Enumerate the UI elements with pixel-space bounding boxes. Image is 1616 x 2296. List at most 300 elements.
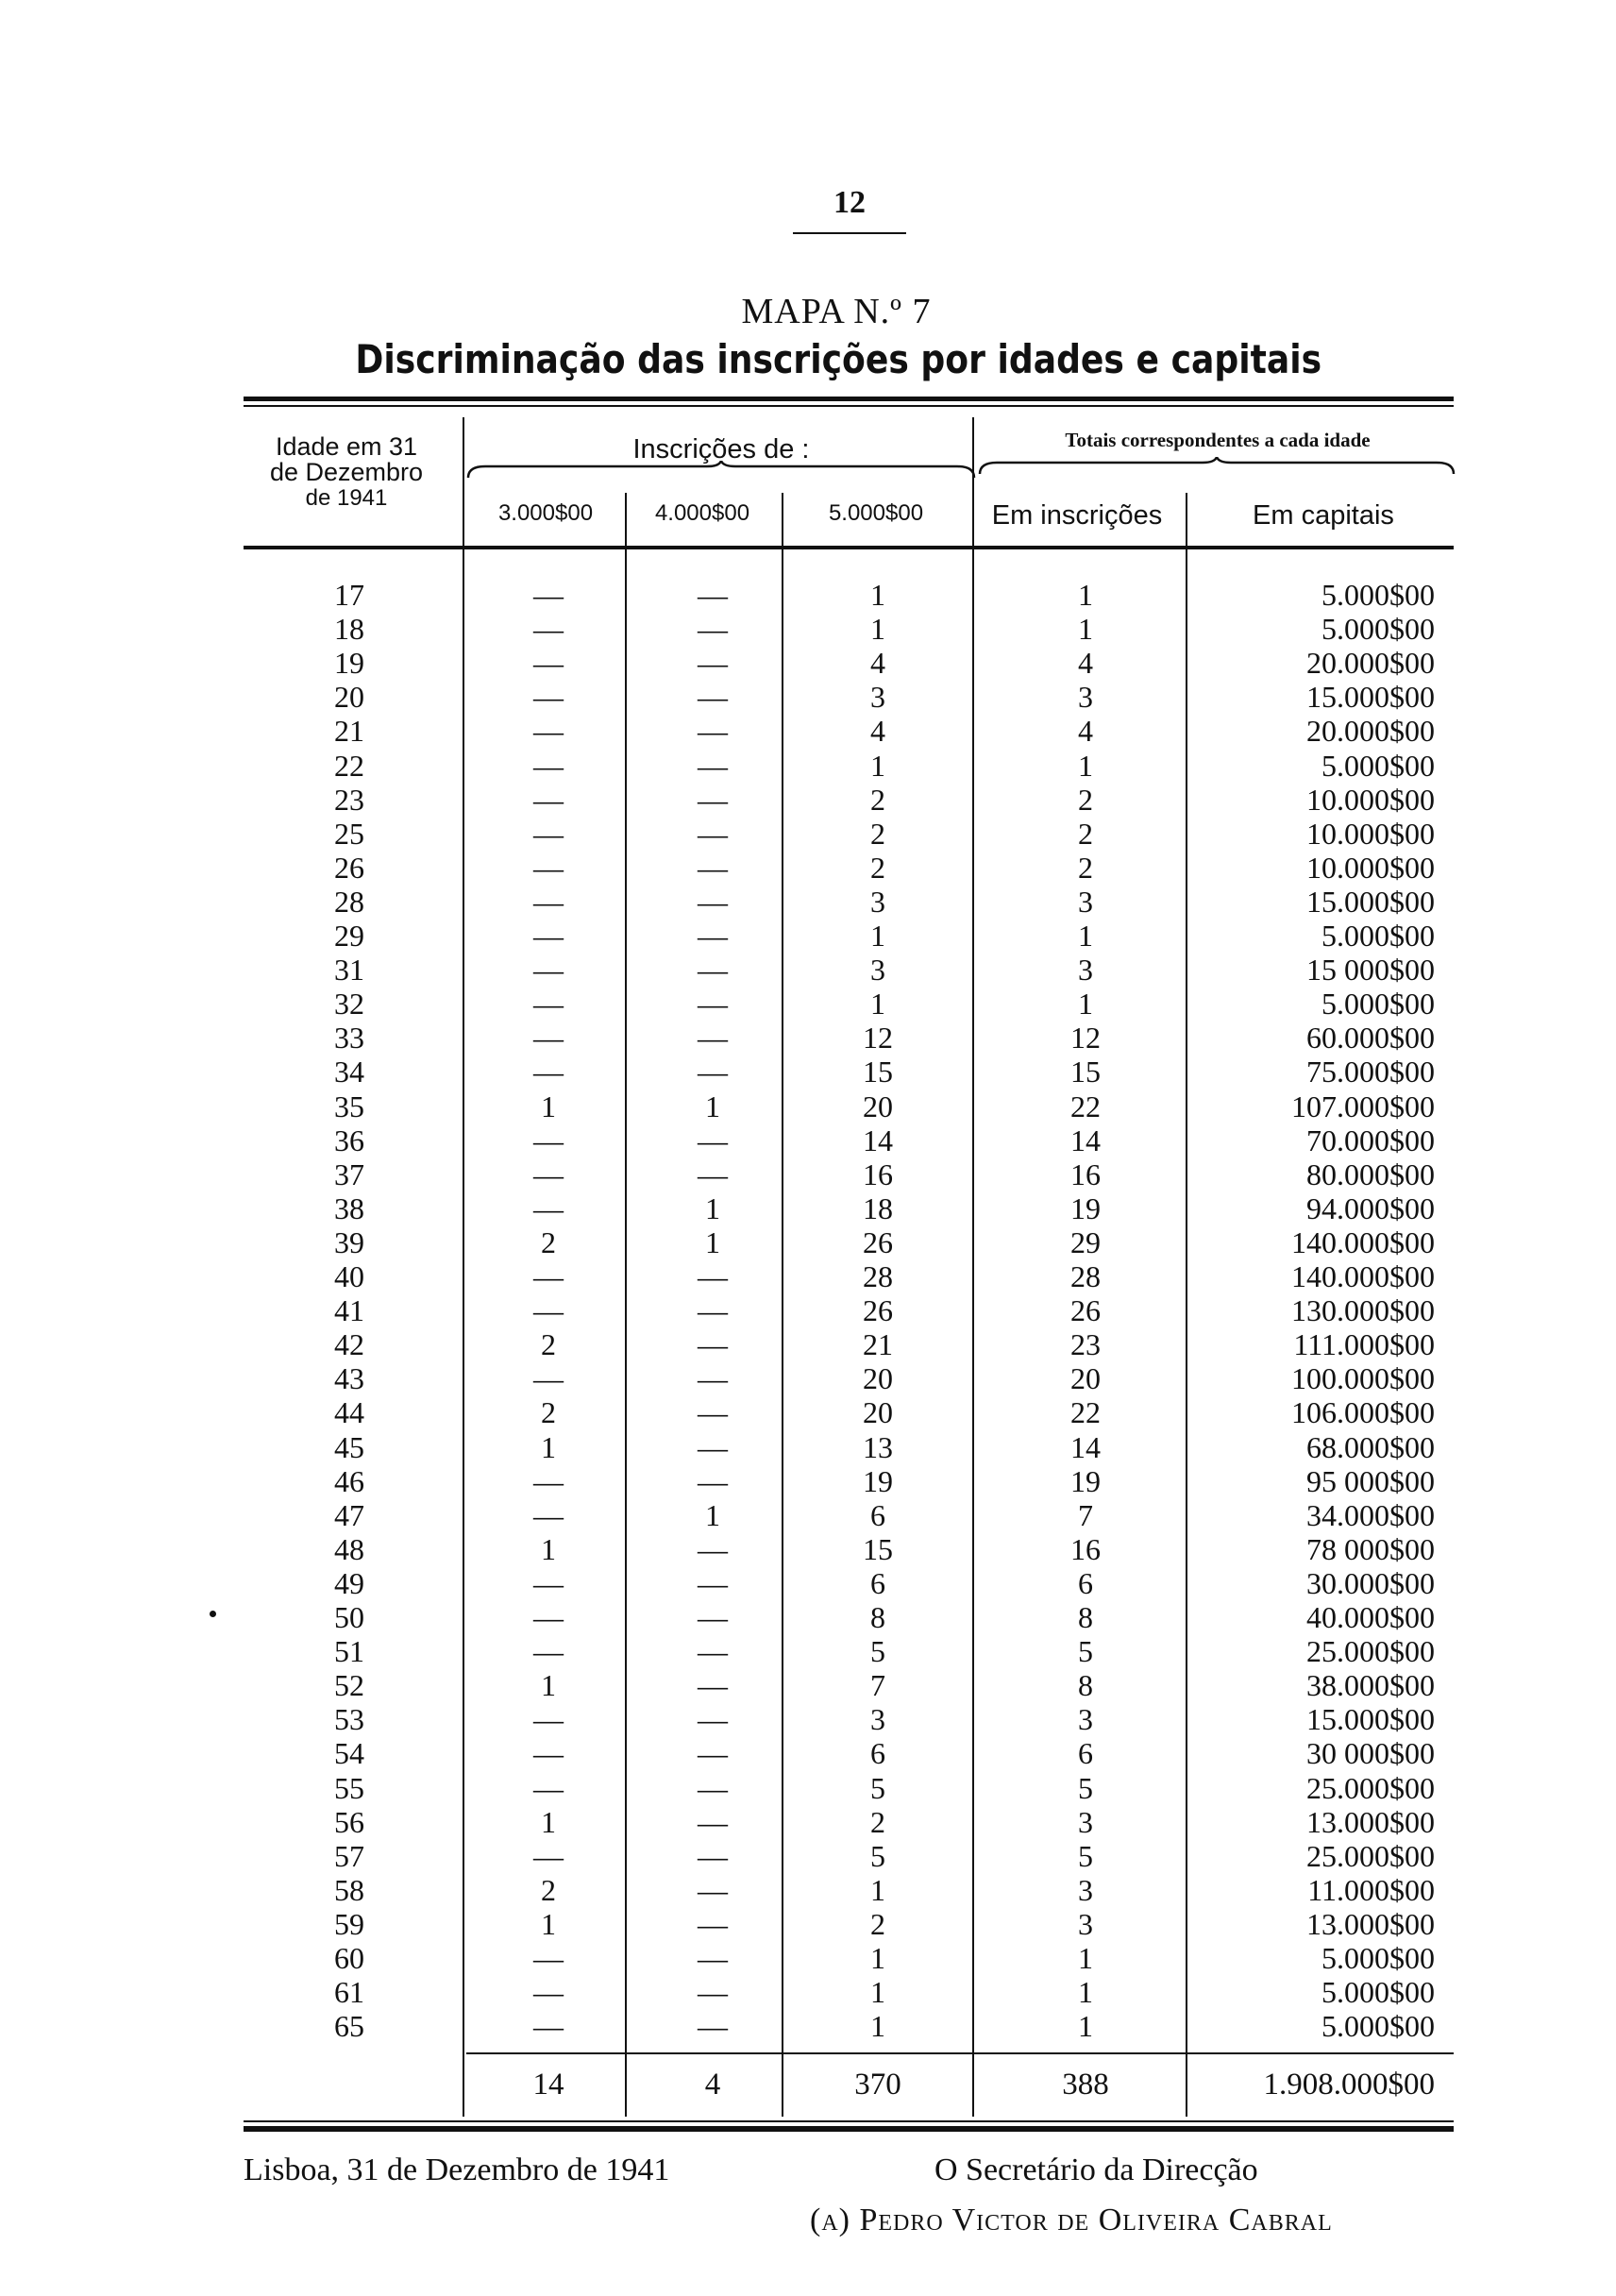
age-cell: 29 bbox=[334, 919, 364, 953]
total-inscricoes-cell: 5 bbox=[1078, 1838, 1093, 1873]
header-age-line-1: Idade em 31 bbox=[275, 432, 418, 461]
count-3000-cell: 1 bbox=[541, 1906, 556, 1941]
count-5000-cell: 1 bbox=[870, 2009, 885, 2044]
total-inscricoes-cell: 1 bbox=[1078, 919, 1093, 953]
age-cell: 53 bbox=[334, 1702, 364, 1737]
age-cell: 28 bbox=[334, 884, 364, 919]
total-inscricoes-cell: 4 bbox=[1078, 714, 1093, 749]
table-row bbox=[0, 1191, 1616, 1225]
header-age bbox=[244, 434, 449, 511]
total-inscricoes-cell: 16 bbox=[1070, 1531, 1101, 1566]
count-3000-cell: — bbox=[533, 1975, 564, 2010]
total-capital-cell: 20.000$00 bbox=[1306, 714, 1435, 749]
age-cell: 41 bbox=[334, 1293, 364, 1328]
table-row bbox=[0, 953, 1616, 987]
total-capital-cell: 11.000$00 bbox=[1307, 1872, 1435, 1907]
count-5000-cell: 4 bbox=[870, 714, 885, 749]
table-row bbox=[0, 1395, 1616, 1429]
total-inscricoes-cell: 6 bbox=[1078, 1565, 1093, 1600]
age-cell: 47 bbox=[334, 1497, 364, 1532]
brace-inscricoes bbox=[466, 461, 976, 480]
count-3000-cell: — bbox=[533, 1055, 564, 1089]
age-cell: 57 bbox=[334, 1838, 364, 1873]
total-capital-cell: 15.000$00 bbox=[1306, 680, 1435, 715]
count-5000-cell: 2 bbox=[870, 782, 885, 817]
total-capital-cell: 15.000$00 bbox=[1306, 884, 1435, 919]
total-capital-cell: 10.000$00 bbox=[1306, 782, 1435, 817]
total-inscricoes-cell: 14 bbox=[1070, 1429, 1101, 1464]
count-3000-cell: — bbox=[533, 1361, 564, 1396]
total-capital-cell: 10.000$00 bbox=[1306, 816, 1435, 851]
count-4000-cell: — bbox=[698, 1770, 728, 1805]
age-cell: 40 bbox=[334, 1259, 364, 1293]
bottom-rule-thin bbox=[244, 2120, 1454, 2122]
count-5000-cell: 5 bbox=[870, 1838, 885, 1873]
count-5000-cell: 19 bbox=[863, 1463, 893, 1498]
count-3000-cell: — bbox=[533, 1259, 564, 1293]
count-4000-cell: — bbox=[698, 1429, 728, 1464]
count-4000-cell: — bbox=[698, 1463, 728, 1498]
count-4000-cell: — bbox=[698, 1736, 728, 1771]
total-inscricoes-cell: 8 bbox=[1078, 1668, 1093, 1703]
count-5000-cell: 4 bbox=[870, 646, 885, 681]
count-3000-cell: — bbox=[533, 1838, 564, 1873]
table-row bbox=[0, 1498, 1616, 1532]
age-cell: 20 bbox=[334, 680, 364, 715]
bottom-rule-thick bbox=[244, 2126, 1454, 2132]
count-4000-cell: — bbox=[698, 884, 728, 919]
total-inscricoes-cell: 3 bbox=[1078, 1872, 1093, 1907]
table-row bbox=[0, 1225, 1616, 1259]
count-3000-cell: 1 bbox=[541, 1804, 556, 1839]
count-3000-cell: 2 bbox=[541, 1872, 556, 1907]
total-inscricoes-cell: 7 bbox=[1078, 1497, 1093, 1532]
total-capital-cell: 95 000$00 bbox=[1306, 1463, 1435, 1498]
header-col-3000: 3.000$00 bbox=[497, 500, 594, 526]
table-row bbox=[0, 1702, 1616, 1736]
count-3000-cell: 1 bbox=[541, 1668, 556, 1703]
table-row bbox=[0, 987, 1616, 1021]
total-capital-cell: 68.000$00 bbox=[1306, 1429, 1435, 1464]
age-cell: 50 bbox=[334, 1600, 364, 1634]
count-5000-cell: 5 bbox=[870, 1770, 885, 1805]
count-3000-cell: — bbox=[533, 1600, 564, 1634]
table-row bbox=[0, 646, 1616, 680]
header-em-capitais: Em capitais bbox=[1253, 500, 1394, 531]
total-capital-cell: 15 000$00 bbox=[1306, 953, 1435, 988]
total-inscricoes-cell: 3 bbox=[1078, 1804, 1093, 1839]
table-row bbox=[0, 817, 1616, 851]
total-inscricoes-cell: 3 bbox=[1078, 1906, 1093, 1941]
total-inscricoes-cell: 20 bbox=[1070, 1361, 1101, 1396]
total-capital-cell: 5.000$00 bbox=[1321, 748, 1435, 783]
table-row bbox=[0, 1941, 1616, 1975]
count-4000-cell: — bbox=[698, 1531, 728, 1566]
total-inscricoes-cell: 5 bbox=[1078, 1770, 1093, 1805]
total-inscricoes-cell: 2 bbox=[1078, 850, 1093, 885]
table-row bbox=[0, 612, 1616, 646]
count-5000-cell: 20 bbox=[863, 1361, 893, 1396]
total-capital-cell: 25.000$00 bbox=[1306, 1634, 1435, 1669]
count-5000-cell: 26 bbox=[863, 1224, 893, 1259]
table-row bbox=[0, 1259, 1616, 1293]
total-inscricoes-cell: 1 bbox=[1078, 1975, 1093, 2010]
count-4000-cell: — bbox=[698, 1156, 728, 1191]
header-inscricoes: Inscrições de : bbox=[632, 434, 810, 464]
count-3000-cell: — bbox=[533, 1190, 564, 1225]
page-title: Discriminação das inscrições por idades e capitais bbox=[355, 336, 1322, 382]
age-cell: 45 bbox=[334, 1429, 364, 1464]
count-5000-cell: 2 bbox=[870, 816, 885, 851]
table-row bbox=[0, 1021, 1616, 1055]
count-3000-cell: — bbox=[533, 1497, 564, 1532]
count-5000-cell: 1 bbox=[870, 1872, 885, 1907]
count-4000-cell: — bbox=[698, 919, 728, 953]
total-3000: 14 bbox=[532, 2068, 564, 2102]
total-inscricoes-cell: 1 bbox=[1078, 987, 1093, 1021]
total-capital-cell: 5.000$00 bbox=[1321, 919, 1435, 953]
count-5000-cell: 16 bbox=[863, 1156, 893, 1191]
count-5000-cell: 15 bbox=[863, 1055, 893, 1089]
total-inscricoes: 388 bbox=[1062, 2068, 1109, 2102]
table-row bbox=[0, 2009, 1616, 2043]
count-4000-cell: — bbox=[698, 1293, 728, 1328]
total-inscricoes-cell: 12 bbox=[1070, 1021, 1101, 1055]
sum-rule bbox=[466, 2052, 1454, 2054]
table-row bbox=[0, 919, 1616, 953]
count-4000-cell: — bbox=[698, 1906, 728, 1941]
count-3000-cell: — bbox=[533, 919, 564, 953]
total-capital-cell: 107.000$00 bbox=[1291, 1089, 1435, 1123]
count-3000-cell: — bbox=[533, 2009, 564, 2044]
total-capital-cell: 20.000$00 bbox=[1306, 646, 1435, 681]
count-3000-cell: — bbox=[533, 850, 564, 885]
count-4000-cell: — bbox=[698, 987, 728, 1021]
table-row bbox=[0, 1600, 1616, 1634]
total-inscricoes-cell: 19 bbox=[1070, 1190, 1101, 1225]
table-row bbox=[0, 1873, 1616, 1907]
count-5000-cell: 6 bbox=[870, 1497, 885, 1532]
count-3000-cell: — bbox=[533, 1156, 564, 1191]
top-rule-thick bbox=[244, 397, 1454, 401]
count-5000-cell: 2 bbox=[870, 1804, 885, 1839]
total-inscricoes-cell: 1 bbox=[1078, 1941, 1093, 1975]
count-5000-cell: 28 bbox=[863, 1259, 893, 1293]
total-capital-cell: 80.000$00 bbox=[1306, 1156, 1435, 1191]
total-inscricoes-cell: 1 bbox=[1078, 578, 1093, 612]
total-inscricoes-cell: 16 bbox=[1070, 1156, 1101, 1191]
total-capital-cell: 25.000$00 bbox=[1306, 1770, 1435, 1805]
count-5000-cell: 3 bbox=[870, 884, 885, 919]
count-3000-cell: — bbox=[533, 1565, 564, 1600]
age-cell: 26 bbox=[334, 850, 364, 885]
total-capital-cell: 5.000$00 bbox=[1321, 987, 1435, 1021]
table-row bbox=[0, 749, 1616, 783]
header-totals-group: Totais correspondentes a cada idade bbox=[1065, 429, 1371, 451]
table-row bbox=[0, 1771, 1616, 1805]
total-capital-cell: 15.000$00 bbox=[1306, 1702, 1435, 1737]
count-5000-cell: 1 bbox=[870, 1975, 885, 2010]
age-cell: 54 bbox=[334, 1736, 364, 1771]
total-inscricoes-cell: 22 bbox=[1070, 1395, 1101, 1430]
age-cell: 39 bbox=[334, 1224, 364, 1259]
total-capitais: 1.908.000$00 bbox=[1263, 2068, 1435, 2102]
age-cell: 32 bbox=[334, 987, 364, 1021]
count-3000-cell: — bbox=[533, 1463, 564, 1498]
count-3000-cell: — bbox=[533, 953, 564, 988]
age-cell: 43 bbox=[334, 1361, 364, 1396]
count-4000-cell: — bbox=[698, 850, 728, 885]
total-inscricoes-cell: 1 bbox=[1078, 2009, 1093, 2044]
total-capital-cell: 10.000$00 bbox=[1306, 850, 1435, 885]
table-row bbox=[0, 885, 1616, 919]
age-cell: 25 bbox=[334, 816, 364, 851]
header-col-5000: 5.000$00 bbox=[828, 500, 924, 526]
table-row bbox=[0, 714, 1616, 748]
count-4000-cell: — bbox=[698, 1941, 728, 1975]
total-capital-cell: 5.000$00 bbox=[1321, 578, 1435, 612]
footer-signature: (a) Pedro Victor de Oliveira Cabral bbox=[810, 2203, 1333, 2237]
page-number: 12 bbox=[833, 185, 866, 220]
count-3000-cell: — bbox=[533, 782, 564, 817]
total-inscricoes-cell: 29 bbox=[1070, 1224, 1101, 1259]
count-4000-cell: — bbox=[698, 1021, 728, 1055]
count-4000-cell: — bbox=[698, 1055, 728, 1089]
table-row bbox=[0, 578, 1616, 612]
total-capital-cell: 30.000$00 bbox=[1306, 1565, 1435, 1600]
age-cell: 56 bbox=[334, 1804, 364, 1839]
total-inscricoes-cell: 8 bbox=[1078, 1600, 1093, 1634]
count-3000-cell: — bbox=[533, 1123, 564, 1157]
count-5000-cell: 12 bbox=[863, 1021, 893, 1055]
table-row bbox=[0, 1089, 1616, 1123]
table-row bbox=[0, 1055, 1616, 1089]
count-5000-cell: 2 bbox=[870, 1906, 885, 1941]
total-capital-cell: 13.000$00 bbox=[1306, 1906, 1435, 1941]
total-capital-cell: 94.000$00 bbox=[1306, 1190, 1435, 1225]
total-inscricoes-cell: 2 bbox=[1078, 816, 1093, 851]
total-inscricoes-cell: 23 bbox=[1070, 1327, 1101, 1362]
header-age-line-2: de Dezembro bbox=[269, 458, 424, 486]
count-5000-cell: 1 bbox=[870, 612, 885, 647]
count-5000-cell: 1 bbox=[870, 578, 885, 612]
table-row bbox=[0, 1327, 1616, 1361]
age-cell: 21 bbox=[334, 714, 364, 749]
total-5000: 370 bbox=[854, 2068, 901, 2102]
total-capital-cell: 25.000$00 bbox=[1306, 1838, 1435, 1873]
count-5000-cell: 20 bbox=[863, 1395, 893, 1430]
count-4000-cell: — bbox=[698, 2009, 728, 2044]
count-3000-cell: 2 bbox=[541, 1395, 556, 1430]
count-5000-cell: 6 bbox=[870, 1736, 885, 1771]
count-4000-cell: — bbox=[698, 1259, 728, 1293]
header-rule bbox=[244, 546, 1454, 549]
count-3000-cell: — bbox=[533, 714, 564, 749]
count-5000-cell: 5 bbox=[870, 1634, 885, 1669]
count-4000-cell: — bbox=[698, 1838, 728, 1873]
total-capital-cell: 38.000$00 bbox=[1306, 1668, 1435, 1703]
total-capital-cell: 78 000$00 bbox=[1306, 1531, 1435, 1566]
count-4000-cell: — bbox=[698, 1361, 728, 1396]
total-inscricoes-cell: 1 bbox=[1078, 748, 1093, 783]
total-capital-cell: 140.000$00 bbox=[1291, 1259, 1435, 1293]
age-cell: 55 bbox=[334, 1770, 364, 1805]
total-inscricoes-cell: 3 bbox=[1078, 884, 1093, 919]
count-3000-cell: 1 bbox=[541, 1089, 556, 1123]
total-inscricoes-cell: 22 bbox=[1070, 1089, 1101, 1123]
count-5000-cell: 8 bbox=[870, 1600, 885, 1634]
total-inscricoes-cell: 15 bbox=[1070, 1055, 1101, 1089]
count-3000-cell: — bbox=[533, 612, 564, 647]
map-label: MAPA N.º 7 bbox=[741, 292, 932, 331]
count-3000-cell: 2 bbox=[541, 1224, 556, 1259]
total-capital-cell: 5.000$00 bbox=[1321, 1941, 1435, 1975]
total-inscricoes-cell: 14 bbox=[1070, 1123, 1101, 1157]
age-cell: 33 bbox=[334, 1021, 364, 1055]
count-5000-cell: 15 bbox=[863, 1531, 893, 1566]
header-col-4000: 4.000$00 bbox=[654, 500, 750, 526]
header-age-line-3: de 1941 bbox=[305, 485, 388, 511]
footer-place-date: Lisboa, 31 de Dezembro de 1941 bbox=[244, 2152, 670, 2187]
count-3000-cell: — bbox=[533, 1293, 564, 1328]
age-cell: 52 bbox=[334, 1668, 364, 1703]
count-4000-cell: — bbox=[698, 646, 728, 681]
table-row bbox=[0, 1361, 1616, 1395]
total-capital-cell: 30 000$00 bbox=[1306, 1736, 1435, 1771]
total-capital-cell: 5.000$00 bbox=[1321, 612, 1435, 647]
total-capital-cell: 13.000$00 bbox=[1306, 1804, 1435, 1839]
total-inscricoes-cell: 2 bbox=[1078, 782, 1093, 817]
count-5000-cell: 1 bbox=[870, 987, 885, 1021]
table-row bbox=[0, 851, 1616, 885]
count-4000-cell: — bbox=[698, 1668, 728, 1703]
count-4000-cell: — bbox=[698, 612, 728, 647]
page-number-rule bbox=[793, 232, 906, 234]
count-4000-cell: — bbox=[698, 748, 728, 783]
age-cell: 18 bbox=[334, 612, 364, 647]
age-cell: 42 bbox=[334, 1327, 364, 1362]
count-3000-cell: — bbox=[533, 646, 564, 681]
table-row bbox=[0, 1464, 1616, 1498]
table-row bbox=[0, 1430, 1616, 1464]
count-3000-cell: — bbox=[533, 578, 564, 612]
age-cell: 65 bbox=[334, 2009, 364, 2044]
total-capital-cell: 70.000$00 bbox=[1306, 1123, 1435, 1157]
age-cell: 44 bbox=[334, 1395, 364, 1430]
count-5000-cell: 13 bbox=[863, 1429, 893, 1464]
table-row bbox=[0, 1975, 1616, 2009]
total-inscricoes-cell: 1 bbox=[1078, 612, 1093, 647]
count-3000-cell: 1 bbox=[541, 1429, 556, 1464]
total-capital-cell: 111.000$00 bbox=[1293, 1327, 1435, 1362]
count-5000-cell: 2 bbox=[870, 850, 885, 885]
count-4000-cell: — bbox=[698, 1395, 728, 1430]
table-row bbox=[0, 1123, 1616, 1157]
count-3000-cell: — bbox=[533, 680, 564, 715]
count-4000-cell: 1 bbox=[705, 1497, 720, 1532]
count-5000-cell: 1 bbox=[870, 1941, 885, 1975]
count-4000-cell: — bbox=[698, 782, 728, 817]
count-4000-cell: — bbox=[698, 1872, 728, 1907]
totals-row bbox=[0, 2068, 1616, 2102]
count-4000-cell: — bbox=[698, 1327, 728, 1362]
table-row bbox=[0, 1668, 1616, 1702]
count-5000-cell: 18 bbox=[863, 1190, 893, 1225]
count-5000-cell: 21 bbox=[863, 1327, 893, 1362]
total-inscricoes-cell: 4 bbox=[1078, 646, 1093, 681]
table-row bbox=[0, 1907, 1616, 1941]
count-3000-cell: — bbox=[533, 1702, 564, 1737]
count-5000-cell: 1 bbox=[870, 919, 885, 953]
age-cell: 46 bbox=[334, 1463, 364, 1498]
age-cell: 48 bbox=[334, 1531, 364, 1566]
table-row bbox=[0, 1532, 1616, 1566]
total-inscricoes-cell: 3 bbox=[1078, 680, 1093, 715]
total-capital-cell: 100.000$00 bbox=[1291, 1361, 1435, 1396]
count-5000-cell: 1 bbox=[870, 748, 885, 783]
count-3000-cell: 2 bbox=[541, 1327, 556, 1362]
count-4000-cell: 1 bbox=[705, 1224, 720, 1259]
count-5000-cell: 20 bbox=[863, 1089, 893, 1123]
table-row bbox=[0, 1736, 1616, 1770]
age-cell: 59 bbox=[334, 1906, 364, 1941]
count-4000-cell: 1 bbox=[705, 1089, 720, 1123]
age-cell: 37 bbox=[334, 1156, 364, 1191]
count-5000-cell: 3 bbox=[870, 1702, 885, 1737]
count-5000-cell: 26 bbox=[863, 1293, 893, 1328]
count-3000-cell: — bbox=[533, 884, 564, 919]
age-cell: 34 bbox=[334, 1055, 364, 1089]
age-cell: 61 bbox=[334, 1975, 364, 2010]
total-4000: 4 bbox=[704, 2068, 721, 2102]
age-cell: 17 bbox=[334, 578, 364, 612]
count-4000-cell: — bbox=[698, 816, 728, 851]
age-cell: 38 bbox=[334, 1190, 364, 1225]
count-5000-cell: 3 bbox=[870, 680, 885, 715]
count-5000-cell: 7 bbox=[870, 1668, 885, 1703]
count-5000-cell: 14 bbox=[863, 1123, 893, 1157]
total-inscricoes-cell: 6 bbox=[1078, 1736, 1093, 1771]
total-capital-cell: 75.000$00 bbox=[1306, 1055, 1435, 1089]
table-row bbox=[0, 1157, 1616, 1191]
table-row bbox=[0, 1839, 1616, 1873]
table-row bbox=[0, 680, 1616, 714]
total-capital-cell: 60.000$00 bbox=[1306, 1021, 1435, 1055]
brace-totals bbox=[978, 457, 1456, 476]
age-cell: 22 bbox=[334, 748, 364, 783]
age-cell: 60 bbox=[334, 1941, 364, 1975]
table-row bbox=[0, 783, 1616, 817]
count-5000-cell: 3 bbox=[870, 953, 885, 988]
count-4000-cell: — bbox=[698, 578, 728, 612]
total-inscricoes-cell: 26 bbox=[1070, 1293, 1101, 1328]
total-capital-cell: 130.000$00 bbox=[1291, 1293, 1435, 1328]
total-capital-cell: 140.000$00 bbox=[1291, 1224, 1435, 1259]
count-4000-cell: — bbox=[698, 1804, 728, 1839]
age-cell: 35 bbox=[334, 1089, 364, 1123]
header-em-inscricoes: Em inscrições bbox=[991, 500, 1163, 531]
count-4000-cell: — bbox=[698, 1702, 728, 1737]
count-4000-cell: — bbox=[698, 680, 728, 715]
age-cell: 58 bbox=[334, 1872, 364, 1907]
age-cell: 51 bbox=[334, 1634, 364, 1669]
top-rule-thin bbox=[244, 405, 1454, 407]
total-capital-cell: 40.000$00 bbox=[1306, 1600, 1435, 1634]
count-4000-cell: — bbox=[698, 1565, 728, 1600]
print-speck bbox=[210, 1611, 216, 1617]
footer-role: O Secretário da Direcção bbox=[934, 2152, 1258, 2187]
table-row bbox=[0, 1634, 1616, 1668]
